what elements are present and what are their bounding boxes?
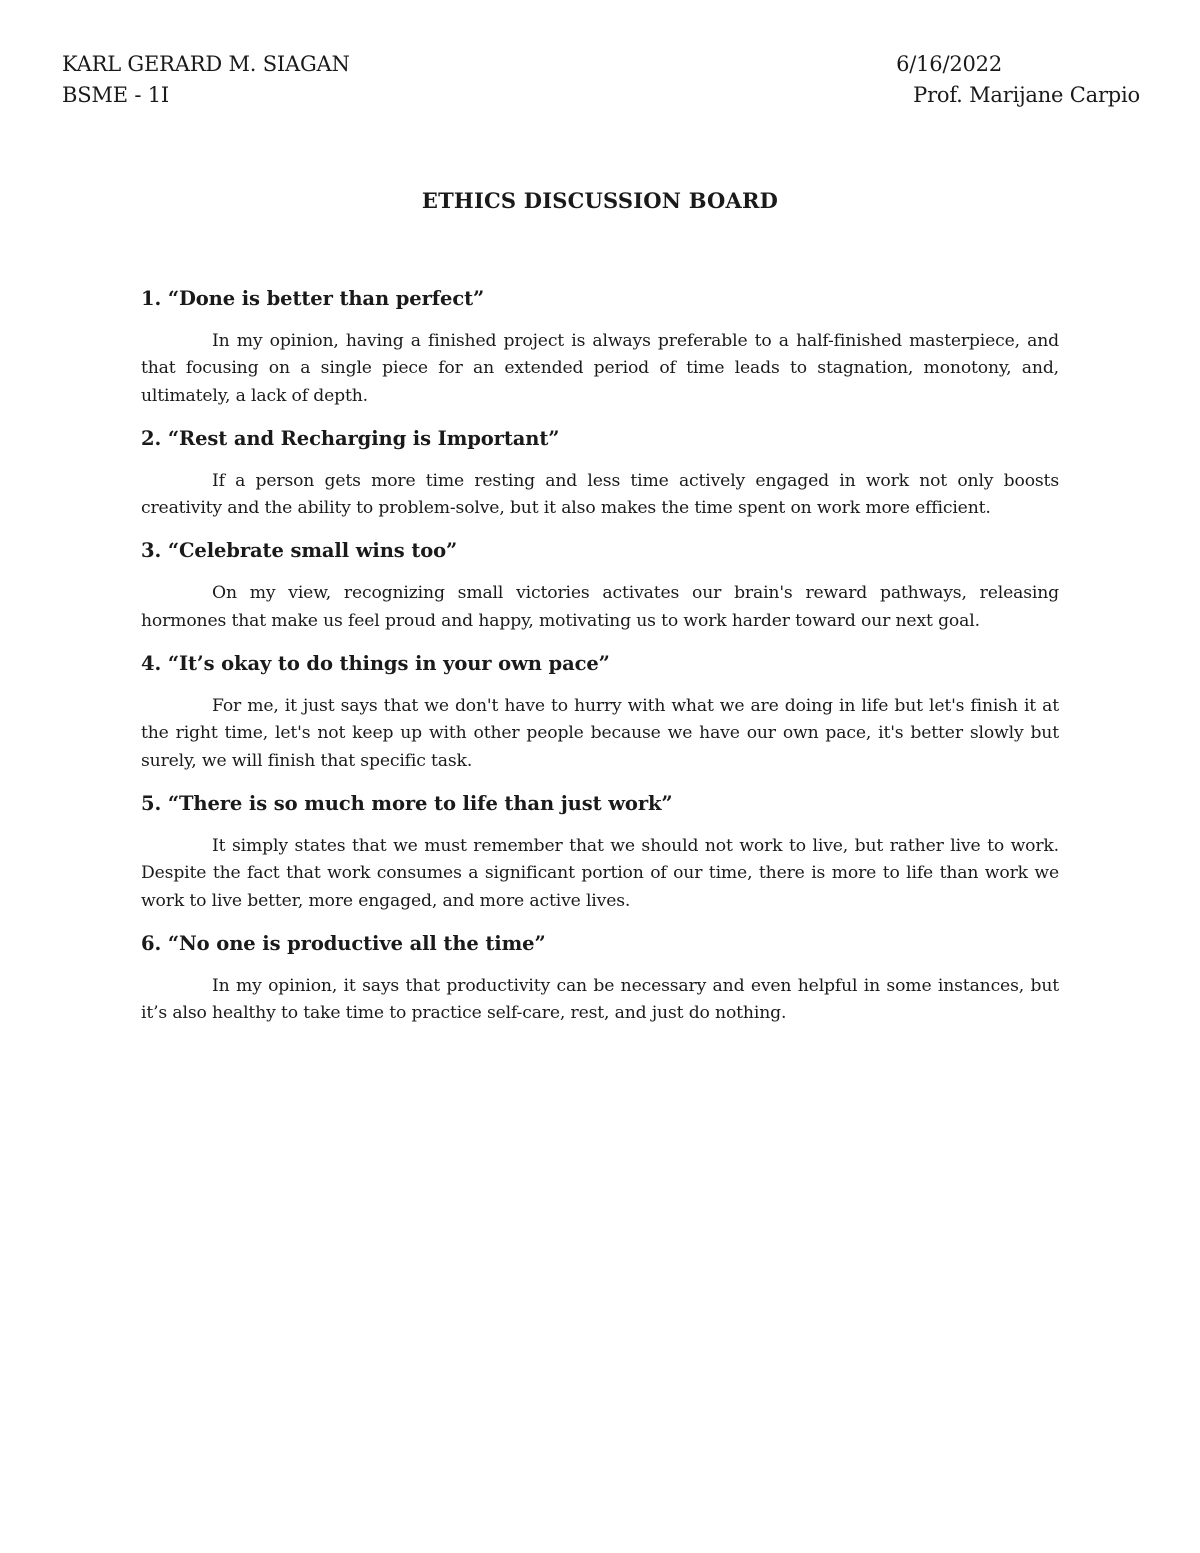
discussion-content [141,284,1059,1041]
discussion-item [141,284,1059,410]
item-paragraph: It simply states that we must remember that we should not work to live, but rather live to work. Despite the fact that work consumes a significant portion of our time, there is more to life than work we work to live better, more engaged, and more active lives. [141,835,1059,911]
discussion-item [141,929,1059,1028]
discussion-item [141,424,1059,523]
item-heading: 2. “Rest and Recharging is Important” [141,426,560,450]
item-heading: 6. “No one is productive all the time” [141,931,546,955]
professor-name: Prof. Marijane Carpio [913,83,1140,107]
student-section: BSME - 1I [62,83,169,107]
item-paragraph: For me, it just says that we don't have to hurry with what we are doing in life but let's finish it at the right time, let's not keep up with other people because we have our own pace, it's better slowly but surely, we will finish that specific task. [141,696,1059,771]
student-name: KARL GERARD M. SIAGAN [62,52,350,76]
item-paragraph: If a person gets more time resting and less time actively engaged in work not only boosts creativity and the ability to problem-solve, but it also makes the time spent on work more efficient. [141,470,1059,519]
item-heading: 3. “Celebrate small wins too” [141,539,458,563]
discussion-item [141,649,1059,775]
item-paragraph: In my opinion, it says that productivity can be necessary and even helpful in some instances, but it’s also healthy to take time to practice self-care, rest, and just do nothing. [141,975,1059,1024]
item-heading: 1. “Done is better than perfect” [141,287,485,310]
submission-date: 6/16/2022 [896,52,1002,76]
document-title: ETHICS DISCUSSION BOARD [421,188,779,213]
discussion-item [141,789,1059,915]
submission-info [896,49,1140,111]
item-paragraph: In my opinion, having a finished project is always preferable to a half-finished masterpiece, and that focusing on a single piece for an extended period of time leads to stagnation, monotony, and, ultimately, a lack of depth. [141,331,1059,406]
item-paragraph: On my view, recognizing small victories activates our brain's reward pathways, releasing hormones that make us feel proud and happy, motivating us to work harder toward our next goal. [141,583,1059,631]
item-heading: 5. “There is so much more to life than just work” [141,791,673,815]
student-info [62,49,350,111]
item-heading: 4. “It’s okay to do things in your own pace” [141,652,610,676]
discussion-item [141,536,1059,635]
